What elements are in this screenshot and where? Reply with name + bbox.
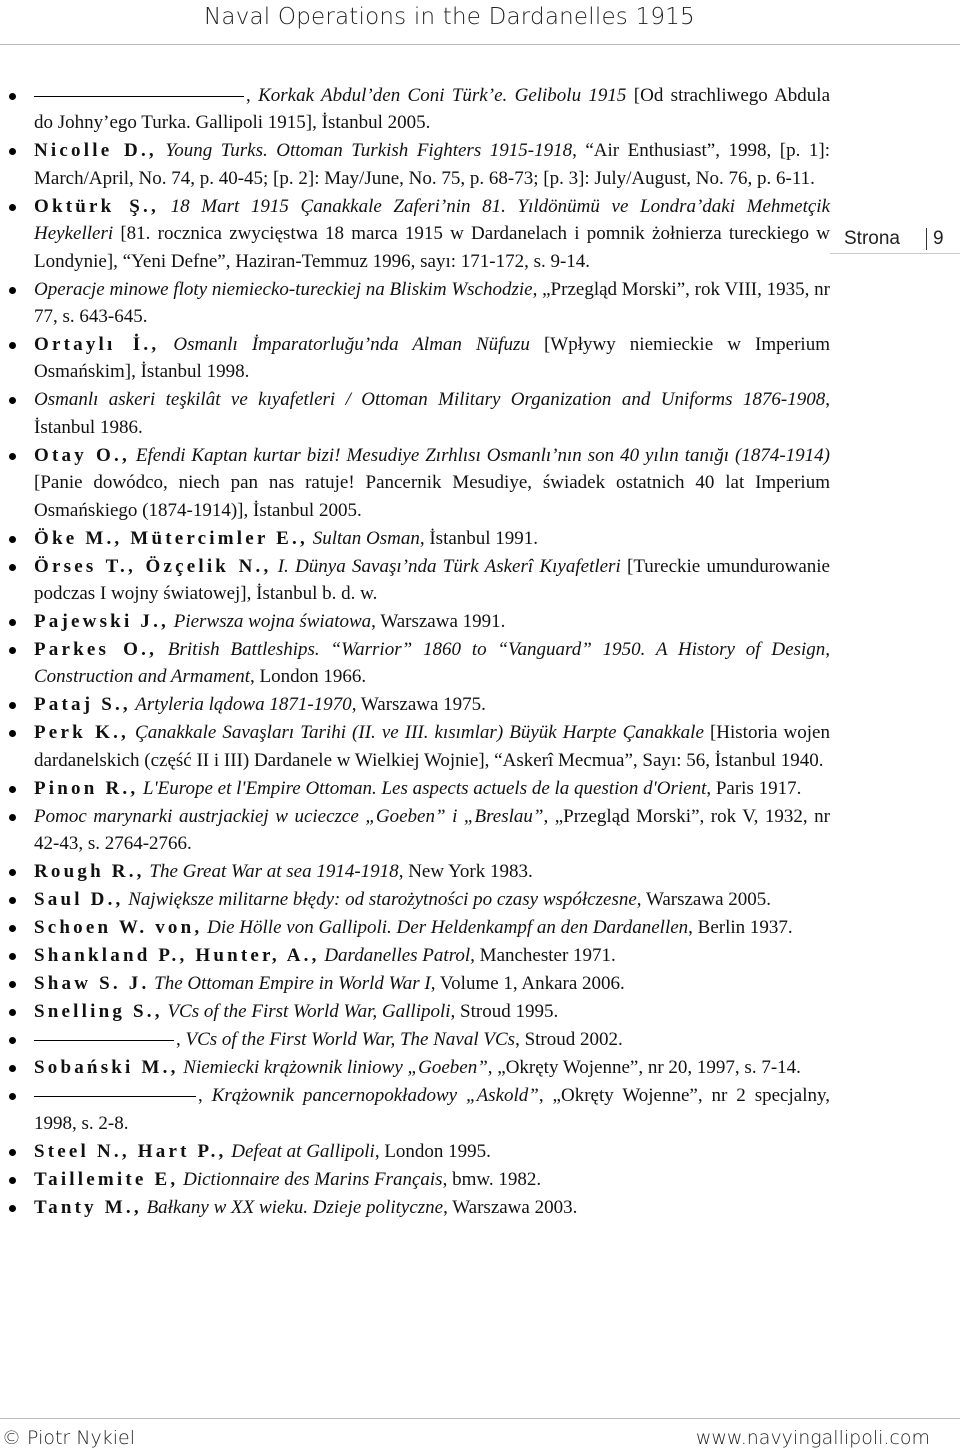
entry-author: Tanty M., xyxy=(34,1196,142,1218)
bullet-icon xyxy=(9,730,16,737)
entry-text: , London 1966. xyxy=(250,666,367,688)
entry-author: Nicolle D., xyxy=(34,140,157,162)
bullet-icon xyxy=(9,453,16,460)
entry-text: , Warszawa 2005. xyxy=(636,889,772,911)
entry-text: , „Przegląd Morski”, rok V, 1932, nr 42-43, s. 2764-2766. xyxy=(34,805,830,855)
bullet-icon xyxy=(9,342,16,349)
entry-text: , „Okręty Wojenne”, nr 20, 1997, s. 7-14. xyxy=(487,1057,801,1079)
bullet-icon xyxy=(9,1205,16,1212)
entry-text: , Stroud 1995. xyxy=(450,1001,559,1023)
footer-author: © Piotr Nykiel xyxy=(2,1427,135,1449)
entry-author: Pataj S., xyxy=(34,694,131,716)
entry-text: , Volume 1, Ankara 2006. xyxy=(430,973,625,995)
entry-author: Shaw S. J. xyxy=(34,973,150,995)
bibliography-entry xyxy=(0,998,830,1025)
bibliography-entry xyxy=(0,276,830,331)
bibliography-entry xyxy=(0,942,830,969)
bullet-icon xyxy=(9,93,16,100)
bullet-icon xyxy=(9,702,16,709)
bullet-icon xyxy=(9,647,16,654)
entry-title: L'Europe et l'Empire Ottoman. Les aspects actuels de la question d'Orient xyxy=(138,777,707,799)
bibliography-entry xyxy=(0,719,830,774)
bibliography-entry xyxy=(0,1138,830,1165)
entry-text: Manchester 1971. xyxy=(474,945,616,967)
bibliography-entry xyxy=(0,636,830,691)
bullet-icon xyxy=(9,953,16,960)
entry-title: VCs of the First World War, The Naval VCs xyxy=(185,1029,516,1051)
entry-author: Saul D., xyxy=(34,889,124,911)
bibliography-entry xyxy=(0,803,830,858)
entry-author: Perk K., xyxy=(34,722,129,744)
bibliography-entry xyxy=(0,1026,830,1053)
entry-author: Steel N., Hart P., xyxy=(34,1140,227,1162)
entry-text: [81. rocznica zwycięstwa 18 marca 1915 w Dardanelach i pomnik żołnierza tureckiego w Londynie], “Yeni Defne”, Haziran-Temmuz 1996, sayı: 171-172, s. 9-14. xyxy=(34,223,830,272)
entry-author: Schoen W. von, xyxy=(34,917,203,939)
entry-title: Niemiecki krążownik liniowy „Goeben” xyxy=(178,1057,488,1079)
entry-title: Korkak Abdul’den Coni Türk’e. Gelibolu 1915 xyxy=(258,85,627,106)
bullet-icon xyxy=(9,536,16,543)
entry-title: Pierwsza wojna światowa xyxy=(168,611,372,633)
entry-title: Sultan Osman xyxy=(307,527,420,549)
bibliography-entry xyxy=(0,608,830,635)
entry-title: Największe militarne błędy: od starożytności po czasy współczesne xyxy=(123,889,637,911)
entry-text: , Warszawa 1975. xyxy=(351,694,486,716)
bibliography-entry xyxy=(0,1082,830,1137)
entry-text: , İstanbul 1991. xyxy=(419,527,539,549)
footer-website-link[interactable]: www.navyingallipoli.com xyxy=(695,1427,930,1449)
bullet-icon xyxy=(9,564,16,571)
entry-author: Otay O., xyxy=(34,444,130,466)
entry-title: British Battleships. “Warrior” 1860 to “Vanguard” 1950. A History of Design, Construction and Armament xyxy=(34,639,830,688)
entry-author: Sobański M., xyxy=(34,1057,179,1079)
entry-title: Çanakkale Savaşları Tarihi (II. ve III. kısımlar) Büyük Harpte Çanakkale xyxy=(128,722,704,744)
entry-text: , Warszawa 2003. xyxy=(443,1196,578,1218)
entry-text: , London 1995. xyxy=(374,1140,491,1162)
entry-text: , „Przegląd Morski”, rok VIII, 1935, nr 77, s. 643-645. xyxy=(34,278,831,328)
bibliography-entry xyxy=(0,914,830,941)
bullet-icon xyxy=(9,1065,16,1072)
bullet-icon xyxy=(9,1093,16,1100)
bibliography-entry xyxy=(0,886,830,913)
entry-text: , Stroud 2002. xyxy=(515,1029,623,1051)
entry-text: [Historia wojen dardanelskich (część II i III) Dardanele w Wielkiej Wojnie], “Askerî Mecmua”, Sayı: 56, İstanbul 1940. xyxy=(34,722,830,771)
entry-text: [Tureckie umundurowanie podczas I wojny światowej], İstanbul b. d. w. xyxy=(34,555,830,605)
entry-title: 18 Mart 1915 Çanakkale Zaferi’nin 81. Yıldönümü ve Londra’daki Mehmetçik Heykelleri xyxy=(34,195,830,245)
entry-text: , Warszawa 1991. xyxy=(371,611,506,633)
entry-text: [Wpływy niemieckie w Imperium Osmańskim], İstanbul 1998. xyxy=(34,334,830,383)
page-label: Strona xyxy=(844,228,900,249)
bibliography-entry xyxy=(0,386,830,441)
entry-author: Ortaylı İ., xyxy=(34,334,160,356)
entry-author: Pajewski J., xyxy=(34,611,169,633)
bibliography-list xyxy=(0,82,830,1222)
entry-title: Die Hölle von Gallipoli. Der Heldenkampf an den Dardanellen xyxy=(202,917,689,939)
entry-text: , “Air Enthusiast”, 1998, [p. 1]: March/April, No. 74, p. 40-45; [p. 2]: May/June, No. 75, p. 68-73; [p. 3]: July/August, No. 76, p. 6-11. xyxy=(34,140,830,189)
bibliography-entry xyxy=(0,1166,830,1193)
bullet-icon xyxy=(9,1009,16,1016)
bibliography-entry xyxy=(0,553,830,608)
bibliography-entry xyxy=(0,525,830,552)
entry-title: Artyleria lądowa 1871-1970 xyxy=(130,694,352,716)
entry-text: , „Okręty Wojenne”, nr 2 specjalny, 1998, s. 2-8. xyxy=(34,1085,831,1134)
entry-title: Bałkany w XX wieku. Dzieje polityczne xyxy=(141,1196,444,1218)
bullet-icon xyxy=(9,148,16,155)
bullet-icon xyxy=(9,814,16,821)
bullet-icon xyxy=(9,287,16,294)
header-divider xyxy=(0,44,960,45)
bibliography-entry xyxy=(0,1054,830,1081)
bullet-icon xyxy=(9,204,16,211)
bullet-icon xyxy=(9,1037,16,1044)
bullet-icon xyxy=(9,1149,16,1156)
entry-title: Osmanlı İmparatorluğu’nda Alman Nüfuzu xyxy=(159,334,530,356)
entry-author: Snelling S., xyxy=(34,1001,163,1023)
entry-title: Young Turks. Ottoman Turkish Fighters 1915-1918 xyxy=(156,140,573,162)
entry-title: Dictionnaire des Marins Français xyxy=(178,1168,443,1190)
entry-author: Öke M., Mütercimler E., xyxy=(34,527,308,549)
entry-title: Defeat at Gallipoli xyxy=(226,1140,375,1162)
ditto-rule xyxy=(34,1040,174,1041)
entry-text: , İstanbul 1986. xyxy=(34,389,830,438)
entry-title: The Great War at sea 1914-1918 xyxy=(144,861,399,883)
entry-title: Operacje minowe floty niemiecko-tureckiej na Bliskim Wschodzie xyxy=(34,278,533,300)
bibliography-entry xyxy=(0,858,830,885)
bibliography-entry xyxy=(0,442,830,524)
entry-title: The Ottoman Empire in World War I xyxy=(149,973,431,995)
bibliography-entry xyxy=(0,137,830,192)
bibliography-entry xyxy=(0,970,830,997)
entry-author: Oktürk Ş., xyxy=(34,195,159,217)
bullet-icon xyxy=(9,981,16,988)
bibliography-entry xyxy=(0,193,830,275)
bullet-icon xyxy=(9,869,16,876)
bullet-icon xyxy=(9,619,16,626)
entry-title: Osmanlı askeri teşkilât ve kıyafetleri / Ottoman Military Organization and Uniforms 1876-1908 xyxy=(34,389,826,411)
entry-author: Taillemite E, xyxy=(34,1168,179,1190)
entry-title: Dardanelles Patrol, xyxy=(319,945,475,967)
entry-author: Örses T., Özçelik N., xyxy=(34,555,272,577)
footer-divider xyxy=(0,1418,960,1419)
entry-author: Shankland P., Hunter, A., xyxy=(34,945,320,967)
bullet-icon xyxy=(9,397,16,404)
bibliography-entry xyxy=(0,691,830,718)
entry-title: Pomoc marynarki austrjackiej w ucieczce „Goeben” i „Breslau” xyxy=(34,805,544,827)
entry-text: , Berlin 1937. xyxy=(688,917,793,939)
entry-text: , Paris 1917. xyxy=(706,777,802,799)
bullet-icon xyxy=(9,897,16,904)
entry-author: Rough R., xyxy=(34,861,145,883)
bibliography-entry xyxy=(0,82,830,137)
entry-author: Pinon R., xyxy=(34,777,139,799)
entry-text: , xyxy=(198,1085,212,1107)
entry-text: [Panie dowódco, niech pan nas ratuje! Pancernik Mesudiye, świadek ostatnich 40 lat Imperium Osmańskiego (1874-1914)], İstanbul 2005. xyxy=(34,472,830,521)
bullet-icon xyxy=(9,786,16,793)
page-header-title: Naval Operations in the Dardanelles 1915 xyxy=(204,4,695,30)
entry-text: [Od strachliwego Abdula do Johny’ego Turka. Gallipoli 1915], İstanbul 2005. xyxy=(34,85,830,134)
entry-text: , New York 1983. xyxy=(398,861,533,883)
page-number-tab xyxy=(830,225,960,254)
bibliography-entry xyxy=(0,331,830,386)
entry-title: Efendi Kaptan kurtar bizi! Mesudiye Zırhlısı Osmanlı’nın son 40 yılın tanığı (1874-1914) xyxy=(129,444,830,466)
bibliography-entry xyxy=(0,775,830,802)
entry-title: Krążownik pancernopokładowy „Askold” xyxy=(211,1085,539,1107)
entry-title: I. Dünya Savaşı’nda Türk Askerî Kıyafetleri xyxy=(271,555,621,577)
entry-text: , bmw. 1982. xyxy=(442,1168,542,1190)
bullet-icon xyxy=(9,1177,16,1184)
entry-text: , xyxy=(176,1029,186,1051)
ditto-rule xyxy=(34,96,244,97)
bibliography-entry xyxy=(0,1194,830,1221)
page-number: 9 xyxy=(933,228,944,249)
entry-title: VCs of the First World War, Gallipoli xyxy=(162,1001,451,1023)
page-separator xyxy=(926,228,927,250)
entry-text: , xyxy=(246,85,259,106)
ditto-rule xyxy=(34,1096,196,1097)
bullet-icon xyxy=(9,925,16,932)
entry-author: Parkes O., xyxy=(34,639,158,661)
